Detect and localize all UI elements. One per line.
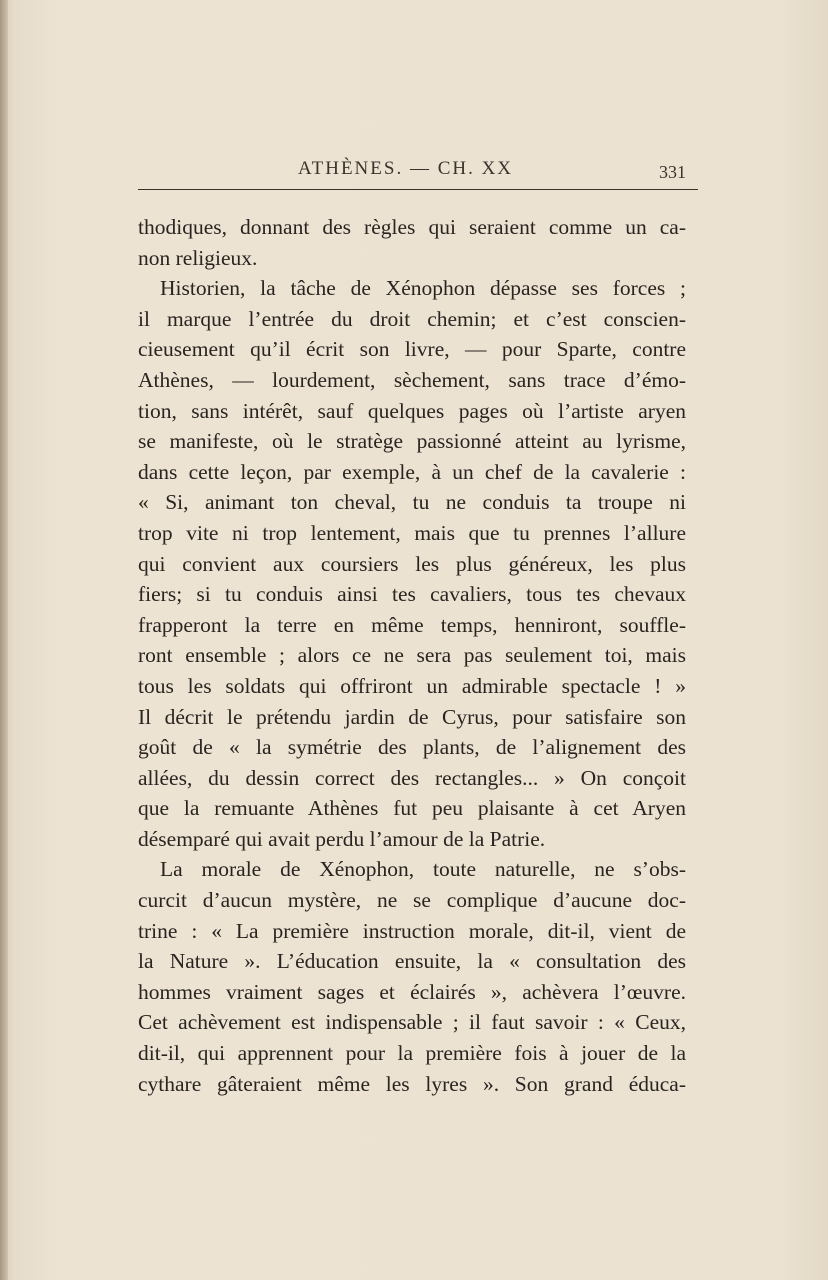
- text-line: hommes vraiment sages et éclairés », achèvera l’œuvre.: [138, 979, 686, 1004]
- text-line: goût de « la symétrie des plants, de l’alignement des: [138, 735, 686, 760]
- running-title: ATHÈNES. — CH. XX: [298, 158, 514, 179]
- text-line: non religieux.: [138, 245, 258, 270]
- text-line: trop vite ni trop lentement, mais que tu prennes l’allure: [138, 520, 686, 545]
- page-number: 331: [659, 162, 686, 182]
- text-line: tion, sans intérêt, sauf quelques pages où l’artiste aryen: [138, 398, 686, 423]
- text-line: cieusement qu’il écrit son livre, — pour Sparte, contre: [138, 337, 686, 362]
- text-line: allées, du dessin correct des rectangles... » On conçoit: [138, 765, 686, 790]
- text-line: que la remuante Athènes fut peu plaisante à cet Aryen: [138, 796, 686, 821]
- text-line: Cet achèvement est indispensable ; il faut savoir : « Ceux,: [138, 1010, 686, 1035]
- text-line: fiers; si tu conduis ainsi tes cavaliers, tous tes chevaux: [138, 582, 686, 607]
- text-line: thodiques, donnant des règles qui seraient comme un ca-: [138, 215, 686, 239]
- text-line: Historien, la tâche de Xénophon dépasse ses forces ;: [160, 276, 686, 301]
- text-line: trine : « La première instruction morale, dit-il, vient de: [138, 918, 686, 943]
- text-line: la Nature ». L’éducation ensuite, la « consultation des: [138, 949, 686, 974]
- text-line: « Si, animant ton cheval, tu ne conduis ta troupe ni: [138, 490, 686, 515]
- text-line: se manifeste, où le stratège passionné atteint au lyrisme,: [138, 429, 686, 454]
- text-line: cythare gâteraient même les lyres ». Son grand éduca-: [138, 1071, 686, 1096]
- text-line: frapperont la terre en même temps, henniront, souffle-: [138, 612, 686, 637]
- text-line: Athènes, — lourdement, sèchement, sans trace d’émo-: [138, 367, 686, 392]
- text-line: La morale de Xénophon, toute naturelle, ne s’obs-: [160, 857, 686, 882]
- text-line: il marque l’entrée du droit chemin; et c’est conscien-: [138, 306, 686, 331]
- text-line: dit-il, qui apprennent pour la première fois à jouer de la: [138, 1041, 686, 1066]
- text-line: dans cette leçon, par exemple, à un chef de la cavalerie :: [138, 459, 686, 484]
- text-line: Il décrit le prétendu jardin de Cyrus, pour satisfaire son: [138, 704, 686, 729]
- running-head: [138, 156, 698, 186]
- binding-edge: [0, 0, 8, 1280]
- header-rule: [138, 189, 698, 190]
- text-line: qui convient aux coursiers les plus généreux, les plus: [138, 551, 686, 576]
- text-line: désemparé qui avait perdu l’amour de la Patrie.: [138, 826, 546, 851]
- text-line: ront ensemble ; alors ce ne sera pas seulement toi, mais: [138, 643, 686, 668]
- text-line: curcit d’aucun mystère, ne se complique d’aucune doc-: [138, 888, 686, 913]
- text-line: tous les soldats qui offriront un admirable spectacle ! »: [138, 673, 686, 698]
- body-text: [138, 212, 686, 1099]
